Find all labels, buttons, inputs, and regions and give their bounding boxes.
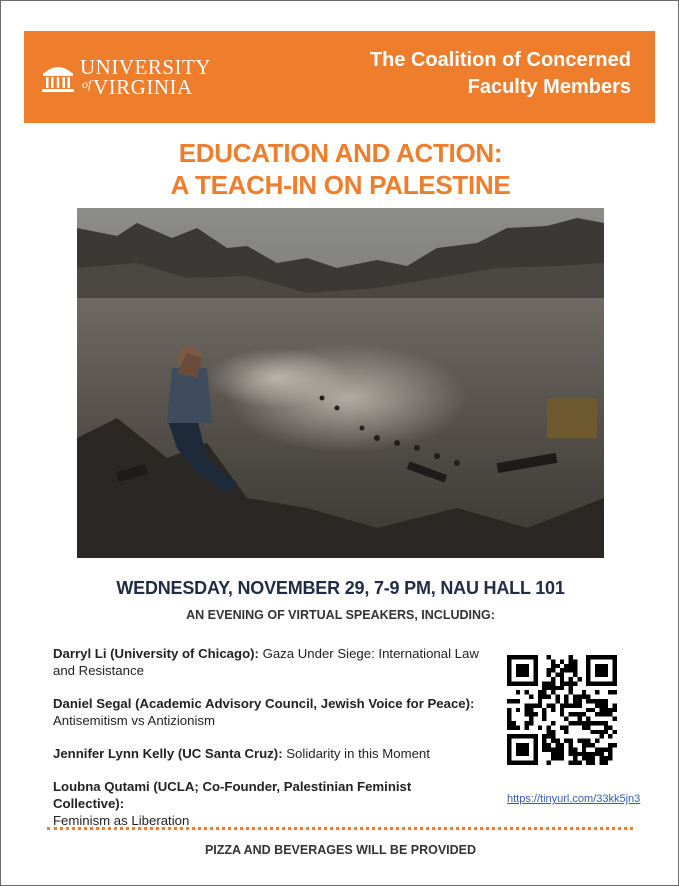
logo-text-of: of (82, 77, 92, 91)
dotted-divider (47, 827, 633, 830)
event-title (1, 137, 679, 201)
event-subtitle: AN EVENING OF VIRTUAL SPEAKERS, INCLUDING: (186, 608, 495, 622)
gaza-rubble-photo (77, 208, 604, 558)
organizer-line: The Coalition of Concerned (369, 49, 631, 71)
event-date-location: WEDNESDAY, NOVEMBER 29, 7-9 PM, NAU HALL 101 (116, 578, 565, 598)
speaker-name: Jennifer Lynn Kelly (UC Santa Cruz): (53, 746, 283, 761)
speaker-item (53, 778, 483, 829)
qr-code[interactable] (507, 655, 617, 765)
talk-title: Feminism as Liberation (53, 813, 190, 828)
talk-title: Gaza Under Siege: International Law and Resistance (53, 646, 479, 678)
footer-note: PIZZA AND BEVERAGES WILL BE PROVIDED (204, 843, 477, 857)
talk-title: Solidarity in this Moment (286, 746, 430, 761)
university-logo (40, 53, 210, 101)
rotunda-icon (40, 59, 76, 95)
speaker-list (53, 645, 483, 845)
speaker-item (53, 645, 483, 679)
organizer-line: Faculty Members (467, 76, 631, 98)
speaker-name: Daniel Segal (Academic Advisory Council, Jewish Voice for Peace): (53, 696, 475, 711)
header-banner (24, 31, 655, 123)
logo-text-university: UNIVERSITY (80, 55, 211, 79)
event-title-line: EDUCATION AND ACTION: (178, 138, 503, 168)
speaker-item (53, 745, 483, 762)
organizer-name (370, 47, 631, 101)
speaker-name: Darryl Li (University of Chicago): (53, 646, 259, 661)
talk-title: Antisemitism vs Antizionism (53, 713, 215, 728)
logo-text-virginia: VIRGINIA (93, 75, 193, 99)
speaker-name: Loubna Qutami (UCLA; Co-Founder, Palestinian Feminist Collective): (53, 779, 412, 811)
event-title-line: A TEACH-IN ON PALESTINE (170, 170, 511, 200)
registration-link[interactable]: https://tinyurl.com/33kk5jn3 (507, 793, 641, 805)
speaker-item (53, 695, 483, 729)
